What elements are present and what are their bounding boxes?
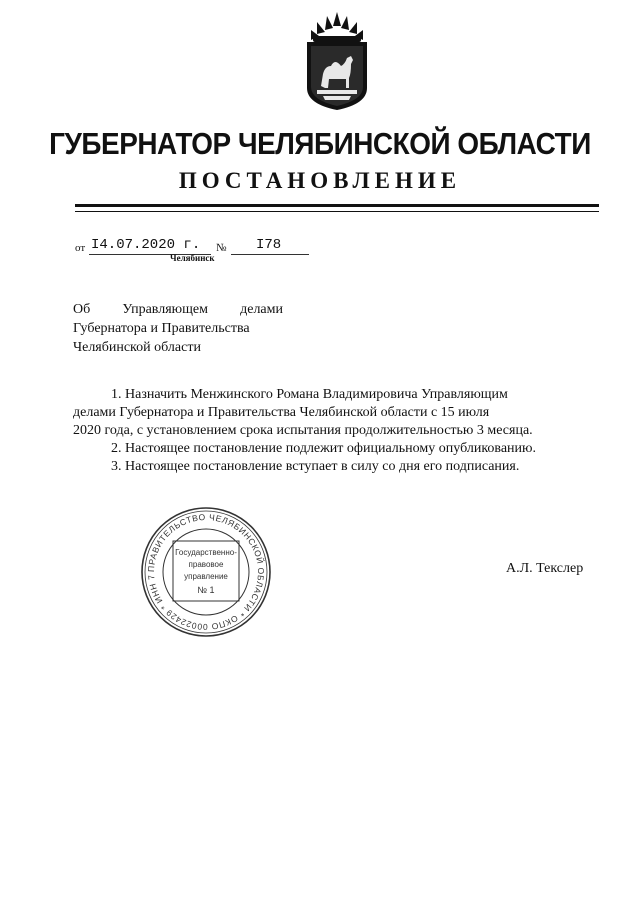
subject-word-1: Об	[73, 302, 91, 317]
stamp-center-line-2: правовое	[188, 560, 224, 569]
official-stamp	[139, 505, 273, 639]
decree-body	[73, 386, 598, 476]
item-2: 2. Настоящее постановление подлежит официальному опубликованию.	[111, 441, 536, 456]
stamp-ring-text: ПРАВИТЕЛЬСТВО ЧЕЛЯБИНСКОЙ ОБЛАСТИ * ОКПО 00022429 * ИНН 7	[145, 511, 267, 633]
stamp-center-line-3: управление	[184, 572, 228, 581]
coat-of-arms-icon	[297, 8, 377, 113]
subject-word-2: Управляющем	[122, 302, 208, 317]
stamp-center-line-4: № 1	[197, 585, 215, 595]
subject-block	[73, 300, 283, 357]
number-prefix: №	[216, 242, 227, 254]
item-1-line-2: делами Губернатора и Правительства Челябинской области с 15 июля	[73, 405, 490, 420]
header-divider-thin	[75, 211, 599, 212]
document-type: ПОСТАНОВЛЕНИЕ	[178, 168, 462, 193]
subject-word-3: делами	[240, 302, 283, 317]
date-value: I4.07.2020 г.	[91, 237, 201, 253]
number-underline	[231, 254, 309, 255]
org-title: ГУБЕРНАТОР ЧЕЛЯБИНСКОЙ ОБЛАСТИ	[49, 126, 591, 161]
stamp-center-line-1: Государственно-	[175, 548, 237, 557]
subject-line-2: Губернатора и Правительства	[73, 321, 250, 336]
number-value: I78	[256, 237, 282, 253]
item-1-line-3: 2020 года, с установлением срока испытания продолжительностью 3 месяца.	[73, 423, 533, 438]
signatory-name: А.Л. Текслер	[506, 561, 584, 576]
header-divider-thick	[75, 204, 599, 207]
date-prefix: от	[75, 242, 86, 254]
item-3: 3. Настоящее постановление вступает в силу со дня его подписания.	[111, 459, 520, 474]
city-label: Челябинск	[170, 253, 215, 263]
item-1-line-1: 1. Назначить Менжинского Романа Владимировича Управляющим	[111, 387, 508, 402]
subject-line-3: Челябинской области	[73, 340, 201, 355]
